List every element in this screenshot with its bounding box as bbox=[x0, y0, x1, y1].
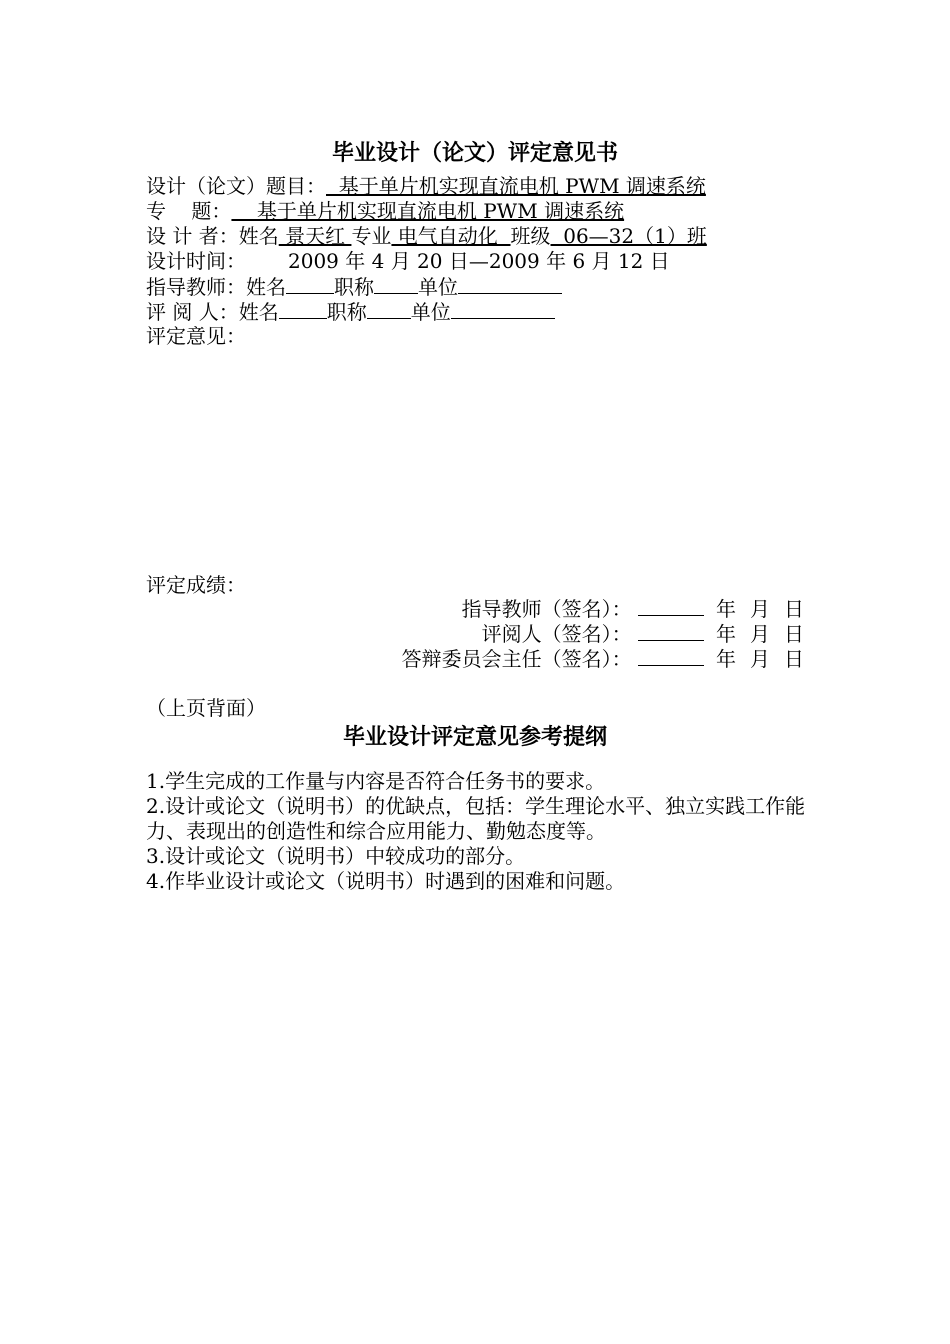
grade-label: 评定成绩： bbox=[146, 573, 246, 597]
signature-row-committee bbox=[402, 646, 804, 672]
advisor-name-blank[interactable] bbox=[286, 274, 334, 294]
signature-label: 答辩委员会主任（签名）： bbox=[401, 647, 632, 671]
year-label: 年 bbox=[716, 622, 736, 646]
signature-row-advisor bbox=[462, 596, 804, 622]
outline-item-2: 2.设计或论文（说明书）的优缺点，包括：学生理论水平、独立实践工作能力、表现出的创造性和综合应用能力、勤勉态度等。 bbox=[146, 794, 806, 843]
topic-value: 基于单片机实现直流电机 PWM 调速系统 bbox=[326, 174, 706, 198]
reviewer-name-blank[interactable] bbox=[279, 299, 327, 319]
opinion-label: 评定意见： bbox=[146, 324, 246, 348]
reviewer-title-label: 职称 bbox=[326, 300, 367, 324]
signature-label: 评阅人（签名）： bbox=[481, 622, 632, 646]
reviewer-label: 评 阅 人：姓名 bbox=[146, 300, 279, 324]
outline-item-3: 3.设计或论文（说明书）中较成功的部分。 bbox=[146, 844, 526, 868]
subject-label: 专 题： bbox=[146, 199, 232, 223]
signature-row-reviewer bbox=[482, 621, 804, 647]
outline-item-1: 1.学生完成的工作量与内容是否符合任务书的要求。 bbox=[146, 769, 606, 793]
designer-line bbox=[146, 224, 707, 249]
class-value: 06—32（1）班 bbox=[550, 224, 707, 248]
advisor-title-blank[interactable] bbox=[374, 274, 418, 294]
subject-line bbox=[146, 199, 624, 224]
advisor-unit-label: 单位 bbox=[418, 275, 458, 299]
signature-blank[interactable] bbox=[638, 646, 704, 666]
signature-blank[interactable] bbox=[638, 621, 704, 641]
month-label: 月 bbox=[750, 597, 770, 621]
class-label: 班级 bbox=[510, 224, 551, 248]
advisor-title-label: 职称 bbox=[334, 275, 374, 299]
advisor-line bbox=[146, 274, 562, 299]
reviewer-title-blank[interactable] bbox=[367, 299, 411, 319]
major-value: 电气自动化 bbox=[391, 224, 511, 248]
back-page-note: （上页背面） bbox=[146, 696, 266, 720]
page-title: 毕业设计（论文）评定意见书 bbox=[331, 141, 618, 166]
day-label: 日 bbox=[784, 597, 804, 621]
reviewer-unit-blank[interactable] bbox=[451, 299, 555, 319]
year-label: 年 bbox=[716, 597, 736, 621]
time-value: 2009 年 4 月 20 日—2009 年 6 月 12 日 bbox=[288, 249, 670, 273]
subject-value: 基于单片机实现直流电机 PWM 调速系统 bbox=[231, 199, 625, 223]
advisor-unit-blank[interactable] bbox=[458, 274, 562, 294]
year-label: 年 bbox=[716, 647, 736, 671]
month-label: 月 bbox=[750, 622, 770, 646]
outline-title: 毕业设计评定意见参考提纲 bbox=[342, 725, 607, 750]
day-label: 日 bbox=[784, 622, 804, 646]
reviewer-unit-label: 单位 bbox=[410, 300, 451, 324]
designer-name: 景天红 bbox=[278, 224, 352, 248]
advisor-label: 指导教师：姓名 bbox=[146, 275, 286, 299]
major-label: 专业 bbox=[351, 224, 392, 248]
signature-label: 指导教师（签名）： bbox=[461, 597, 632, 621]
time-line bbox=[146, 249, 670, 274]
month-label: 月 bbox=[750, 647, 770, 671]
outline-item-4: 4.作毕业设计或论文（说明书）时遇到的困难和问题。 bbox=[146, 869, 626, 893]
time-label: 设计时间： bbox=[146, 249, 246, 273]
designer-label: 设 计 者：姓名 bbox=[146, 224, 279, 248]
reviewer-line bbox=[146, 299, 555, 324]
topic-line bbox=[146, 174, 706, 199]
day-label: 日 bbox=[784, 647, 804, 671]
signature-blank[interactable] bbox=[638, 596, 704, 616]
topic-label: 设计（论文）题目： bbox=[146, 174, 326, 198]
